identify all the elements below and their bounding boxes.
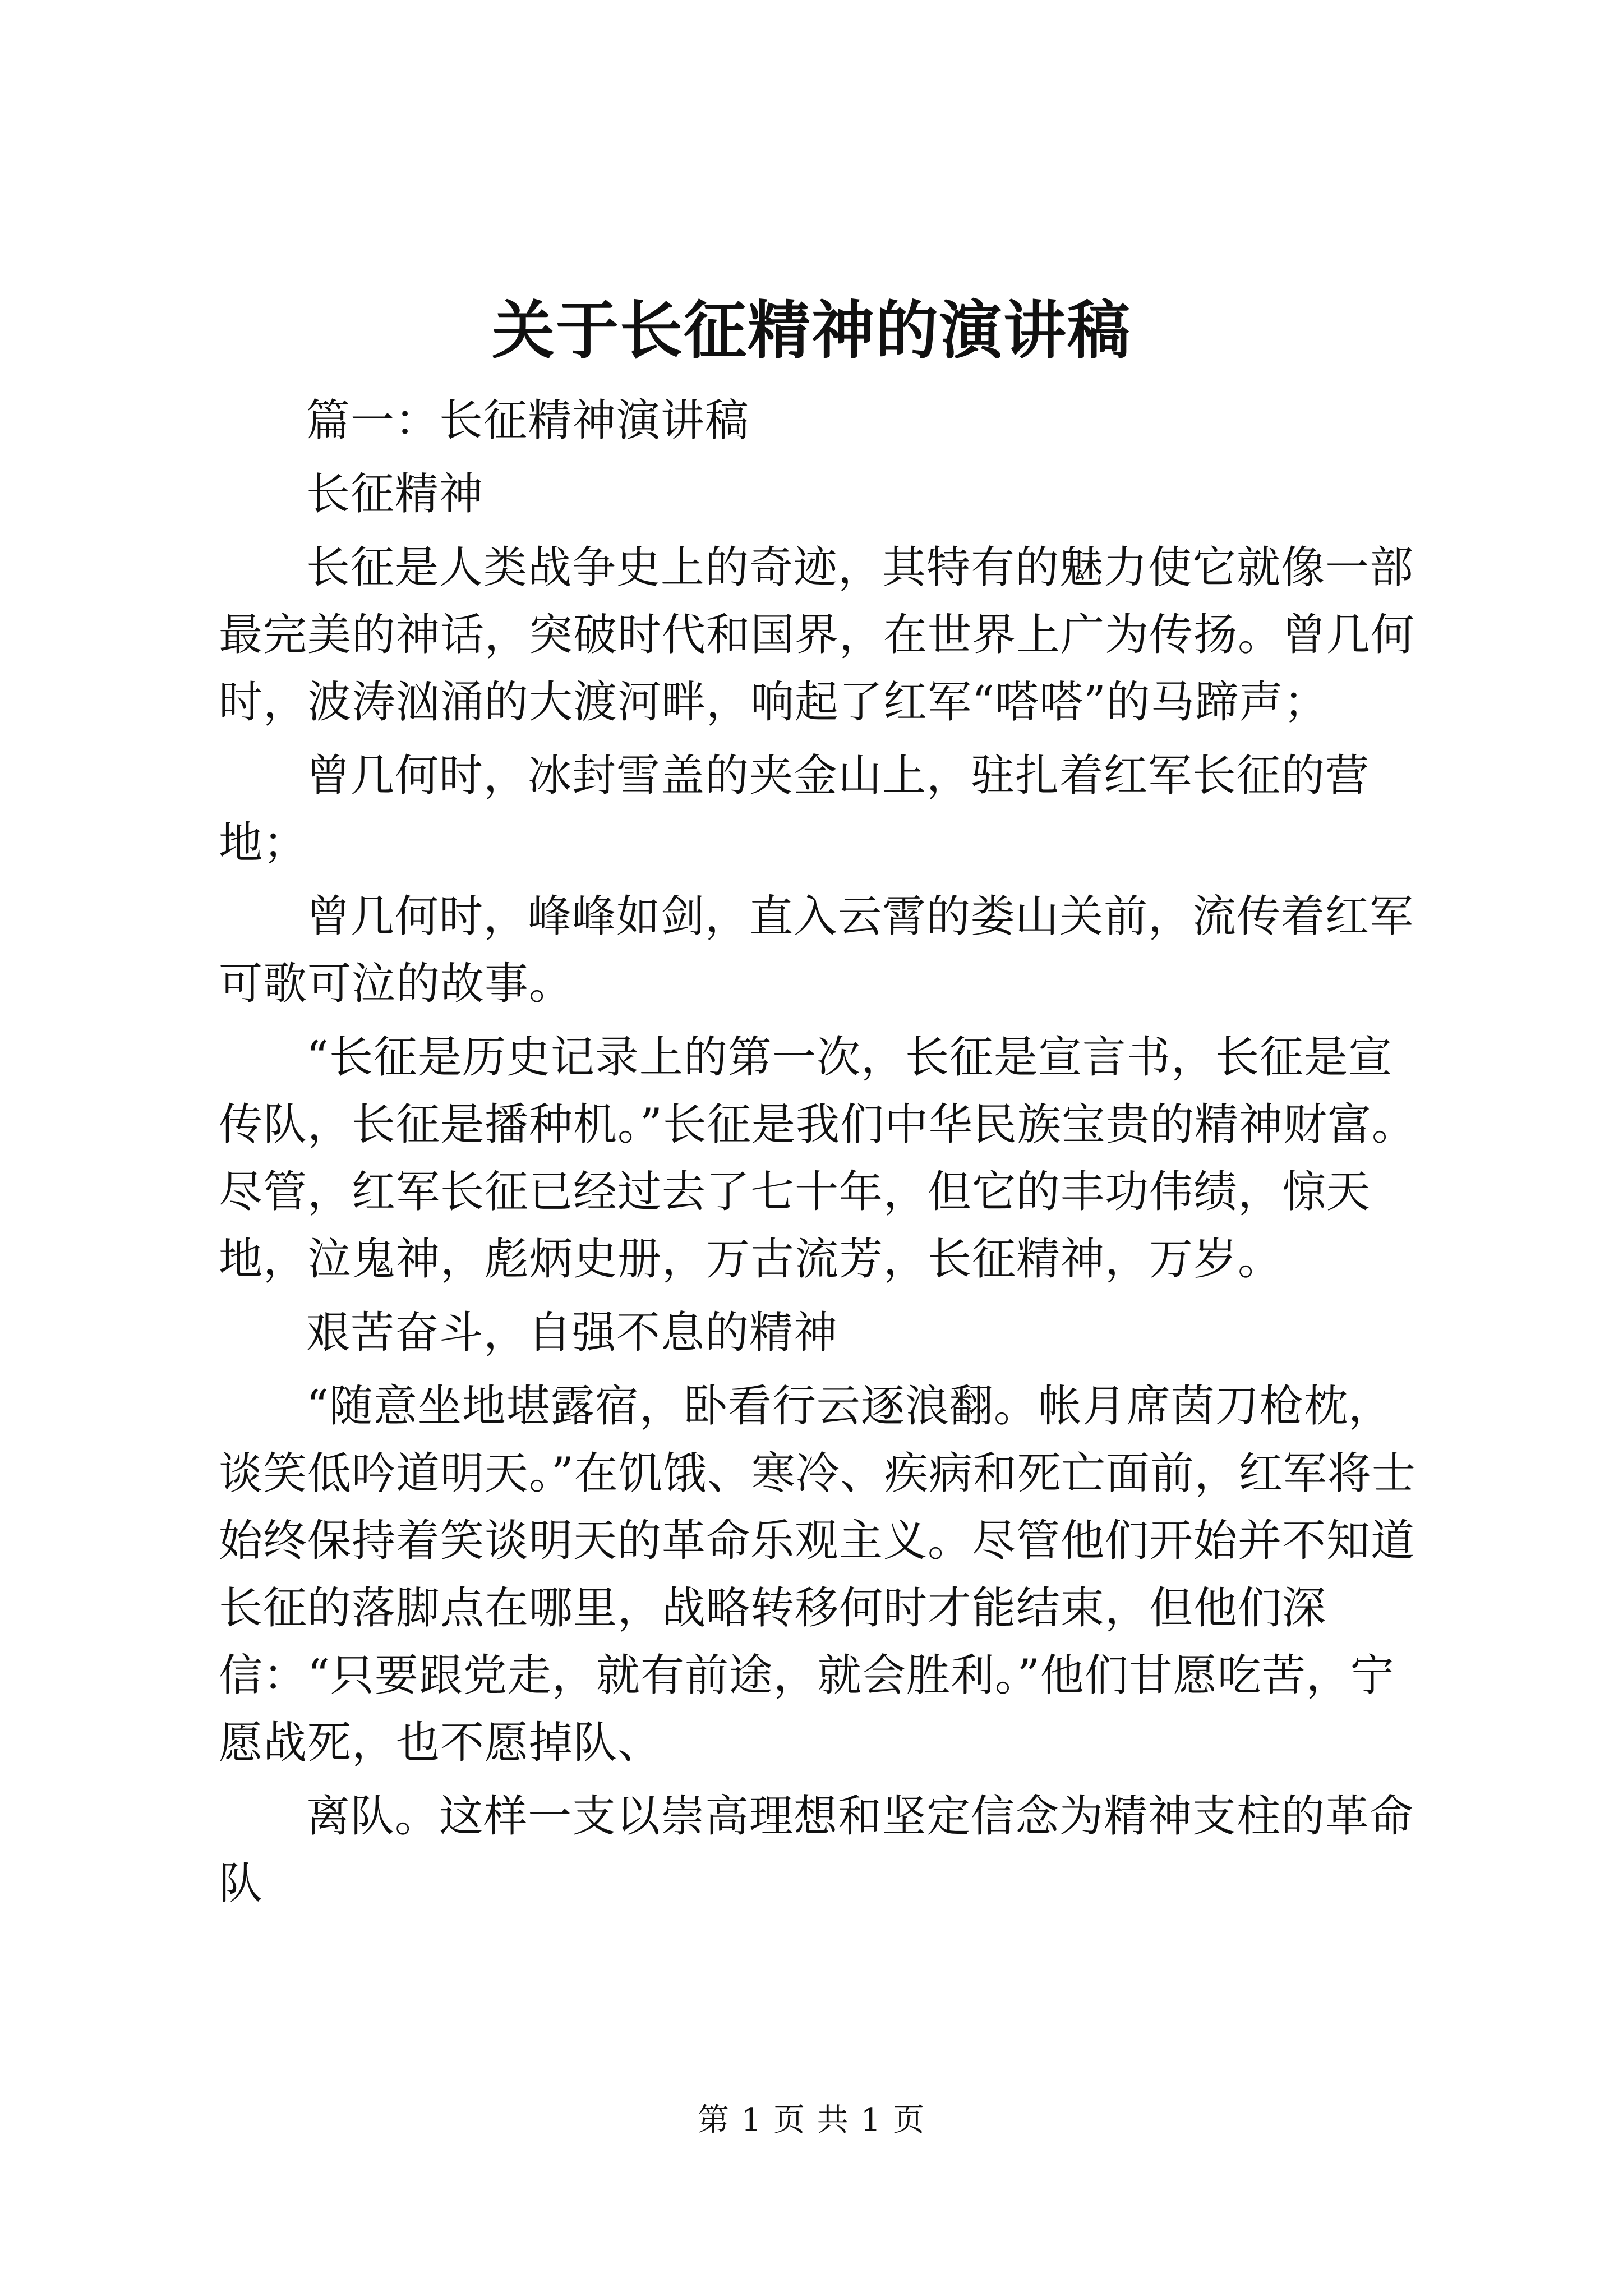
body-paragraph: 离队。这样一支以崇高理想和坚定信念为精神支柱的革命队 [219,1791,1414,1909]
body-paragraph: 曾几何时，峰峰如剑，直入云霄的娄山关前，流传着红军可歌可泣的故事。 [219,891,1414,1009]
document-body [219,387,1424,1917]
subheading: 长征精神 [306,469,484,519]
body-paragraph: 长征是人类战争史上的奇迹，其特有的魅力使它就像一部最完美的神话，突破时代和国界，在世界上广为传扬。曾几何时，波涛汹涌的大渡河畔，响起了红军“嗒嗒”的马蹄声； [219,542,1415,728]
body-paragraph: 曾几何时，冰封雪盖的夹金山上，驻扎着红军长征的营地； [219,751,1370,868]
document-title: 关于长征精神的演讲稿 [492,294,1131,367]
body-paragraph: “随意坐地堪露宿，卧看行云逐浪翻。帐月席茵刀枪枕，谈笑低吟道明天。”在饥饿、寒冷、疾病和死亡面前，红军将士始终保持着笑谈明天的革命乐观主义。尽管他们开始并不知道长征的落脚点在哪里，战略转移何时才能结束，但他们深信：“只要跟党走，就有前途，就会胜利。”他们甘愿吃苦，宁愿战死，也不愿掉队、 [219,1381,1416,1768]
body-paragraph: “长征是历史记录上的第一次，长征是宣言书，长征是宣传队，长征是播种机。”长征是我们中华民族宝贵的精神财富。尽管，红军长征已经过去了七十年，但它的丰功伟绩，惊天地，泣鬼神，彪炳史册，万古流芳，长征精神，万岁。 [219,1032,1416,1285]
subheading: 艰苦奋斗，自强不息的精神 [306,1308,838,1358]
section-heading: 篇一：长征精神演讲稿 [306,395,750,446]
page-footer: 第 1 页 共 1 页 [697,2102,926,2138]
